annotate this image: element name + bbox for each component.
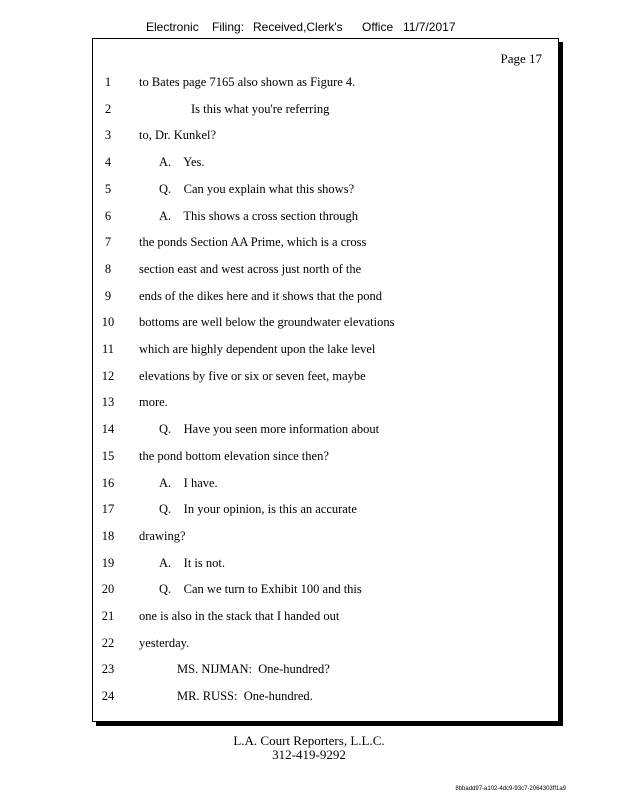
line-text: the ponds Section AA Prime, which is a cross [139, 235, 367, 250]
line-number: 8 [104, 261, 112, 276]
line-text: A. I have. [159, 475, 218, 490]
line-number: 21 [101, 609, 115, 623]
transcript-line [93, 289, 558, 309]
transcript-line [93, 422, 558, 442]
line-text: A. It is not. [159, 555, 225, 570]
line-number: 14 [101, 422, 115, 437]
line-number: 16 [101, 475, 115, 490]
transcript-line [93, 689, 558, 709]
line-number: 17 [101, 502, 115, 517]
line-number: 18 [101, 528, 115, 543]
line-number: 9 [104, 288, 112, 303]
transcript-line [93, 315, 558, 335]
transcript-line [93, 128, 558, 148]
transcript-line [93, 369, 558, 389]
transcript-line [93, 75, 558, 95]
line-number: 2 [104, 101, 112, 116]
line-number: 12 [101, 368, 115, 383]
transcript-line [93, 556, 558, 576]
line-number: 5 [104, 181, 112, 196]
transcript-line [93, 102, 558, 122]
transcript-line [93, 529, 558, 549]
transcript-line [93, 209, 558, 229]
reporter-company: L.A. Court Reporters, L.L.C. [233, 733, 385, 748]
line-number: 4 [104, 155, 112, 170]
header-date: 11/7/2017 [403, 20, 456, 34]
line-text: to Bates page 7165 also shown as Figure 4. [139, 75, 356, 89]
header-word-filing: Filing: [212, 20, 245, 34]
transcript-line [93, 449, 558, 469]
line-number: 11 [101, 342, 115, 356]
line-text: Q. Can you explain what this shows? [159, 181, 355, 196]
line-text: one is also in the stack that I handed out [139, 609, 340, 623]
transcript-page [92, 38, 559, 722]
transcript-line [93, 582, 558, 602]
line-number: 1 [104, 75, 112, 89]
line-number: 15 [101, 448, 115, 463]
line-text: Q. Have you seen more information about [159, 422, 380, 437]
transcript-line [93, 155, 558, 175]
line-number: 24 [101, 689, 115, 704]
transcript-line [93, 636, 558, 656]
line-text: elevations by five or six or seven feet, maybe [139, 368, 366, 383]
line-text: A. Yes. [159, 155, 205, 170]
line-number: 23 [101, 662, 115, 677]
line-number: 13 [101, 395, 115, 410]
line-text: A. This shows a cross section through [159, 208, 359, 223]
line-text: bottoms are well below the groundwater elevations [139, 315, 395, 330]
line-text: Q. In your opinion, is this an accurate [159, 502, 357, 517]
filing-header [0, 20, 618, 36]
transcript-line [93, 235, 558, 255]
line-number: 6 [104, 208, 112, 223]
line-text: which are highly dependent upon the lake level [139, 342, 376, 356]
line-number: 7 [104, 235, 112, 250]
line-text: MR. RUSS: One-hundred. [177, 689, 313, 704]
page-number: Page 17 [500, 51, 542, 66]
transcript-line [93, 395, 558, 415]
line-text: section east and west across just north of the [139, 261, 362, 276]
line-text: yesterday. [139, 635, 190, 650]
transcript-line [93, 609, 558, 629]
reporter-phone: 312-419-9292 [272, 747, 346, 762]
transcript-line [93, 262, 558, 282]
line-text: Is this what you're referring [191, 101, 330, 116]
line-text: MS. NIJMAN: One-hundred? [177, 662, 330, 677]
line-number: 10 [101, 315, 115, 330]
line-text: ends of the dikes here and it shows that the pond [139, 288, 383, 303]
header-word-office: Office [362, 20, 394, 34]
transcript-line [93, 662, 558, 682]
header-word-received: Received,Clerk's [253, 20, 343, 34]
line-text: drawing? [139, 528, 186, 543]
line-text: more. [139, 395, 168, 410]
line-text: to, Dr. Kunkel? [139, 128, 217, 143]
line-number: 3 [104, 128, 112, 143]
line-text: the pond bottom elevation since then? [139, 448, 329, 463]
line-text: Q. Can we turn to Exhibit 100 and this [159, 582, 362, 597]
line-number: 22 [101, 635, 115, 650]
transcript-line [93, 182, 558, 202]
line-number: 20 [101, 582, 115, 597]
document-hash: 8bbadd97-a102-4dc9-93c7-2064303ff1a9 [455, 786, 566, 792]
line-number: 19 [101, 555, 115, 570]
transcript-line [93, 342, 558, 362]
transcript-line [93, 476, 558, 496]
header-word-electronic: Electronic [146, 20, 199, 34]
transcript-line [93, 502, 558, 522]
